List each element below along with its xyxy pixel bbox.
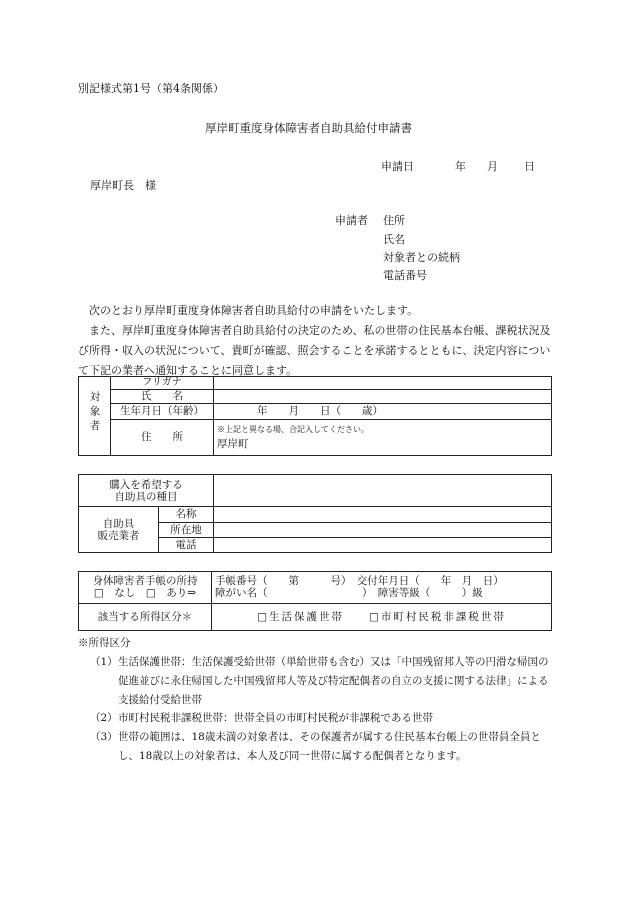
vendor-phone-label: 電話 <box>159 537 214 552</box>
note-text-3: 世帯の範囲は、18歳未満の対象者は、その保護者が属する住民基本台帳上の世帯員全員とし、18歳以上の対象者は、本人及び同一世帯に属する配偶者となります。 <box>118 731 541 762</box>
note-text-1: 生活保護世帯：生活保護受給世帯（単給世帯も含む）又は「中国残留邦人等の円滑な帰国の促進並びに永住帰国した中国残留邦人等及び特定配偶者の自立の支援に関する法律」による支援給付受給世帯 <box>118 656 549 706</box>
income-options[interactable]: □生活保護世帯 □市町村民税非課税世帯 <box>212 603 552 630</box>
handbook-table <box>78 571 552 631</box>
applicant-relation: 対象者との続柄 <box>383 251 460 264</box>
apply-date-day: 日 <box>524 160 535 173</box>
furigana-field[interactable] <box>214 377 552 390</box>
vendor-label: 自助具 販売業者 <box>79 507 159 553</box>
apply-date-month: 月 <box>487 160 498 173</box>
address-field[interactable] <box>214 419 552 455</box>
applicant-phone: 電話番号 <box>383 269 427 282</box>
vendor-location-field[interactable] <box>214 522 552 537</box>
vendor-phone-field[interactable] <box>214 537 552 552</box>
subject-table <box>78 376 552 456</box>
device-type-field[interactable] <box>214 475 552 507</box>
device-table <box>78 474 552 553</box>
handbook-number-line: 手帳番号（ 第 号） 交付年月日（ 年 月 日） <box>215 575 504 588</box>
addressee: 厚岸町長 様 <box>90 179 156 192</box>
address-label: 住 所 <box>111 419 214 455</box>
apply-date-label: 申請日 <box>381 160 414 173</box>
birth-value: 年 月 日（ 歳） <box>257 405 383 418</box>
device-type-label: 購入を希望する 自助具の種目 <box>79 475 214 507</box>
name-field[interactable] <box>214 389 552 403</box>
vendor-name-label: 名称 <box>159 507 214 522</box>
address-value: 厚岸町 <box>217 437 249 450</box>
furigana-label: フリガナ <box>111 377 214 390</box>
disability-line: 障がい名（ ） 障害等級（ ）級 <box>215 587 483 600</box>
vendor-location-label: 所在地 <box>159 522 214 537</box>
applicant-address: 住所 <box>383 214 405 227</box>
vendor-name-field[interactable] <box>214 507 552 522</box>
handbook-possession-label: 身体障害者手帳の所持 <box>92 575 198 588</box>
note-number-1: （1） <box>90 656 118 668</box>
income-label: 該当する所得区分＊ <box>79 603 212 630</box>
handbook-possession-options[interactable]: □ なし □ あり⇒ <box>93 587 197 600</box>
address-note: ※上記と異なる場、合記入してください。 <box>217 424 369 434</box>
apply-date-year: 年 <box>455 160 466 173</box>
applicant-name: 氏名 <box>383 233 405 246</box>
handbook-possession-cell <box>79 572 212 604</box>
note-text-2: 市町村民税非課税世帯：世帯全員の市町村民税が非課税である世帯 <box>118 712 433 724</box>
notes-heading: ※所得区分 <box>78 637 131 649</box>
page-title: 厚岸町重度身体障害者自助具給付申請書 <box>205 121 412 135</box>
handbook-details-cell[interactable] <box>212 572 552 604</box>
birth-field[interactable] <box>214 403 552 419</box>
name-label: 氏 名 <box>111 389 214 403</box>
note-number-2: （2） <box>90 712 118 724</box>
applicant-label: 申請者 <box>335 214 368 227</box>
body-paragraph-1: 次のとおり厚岸町重度身体障害者自助具給付の申請をいたします。 <box>89 304 419 317</box>
subject-side-label: 対象者 <box>79 377 111 456</box>
birth-label: 生年月日（年齢） <box>111 403 214 419</box>
note-number-3: （3） <box>90 731 118 743</box>
form-id: 別記様式第1号（第4条関係） <box>78 82 224 95</box>
body-paragraph-2: また、厚岸町重度身体障害者自助具給付の決定のため、私の世帯の住民基本台帳、課税状況及び所得・収入の状況について、貴町が確認、照会することを承諾するとともに、決定内容について下記の業者へ通知することに同意します。 <box>78 324 551 377</box>
